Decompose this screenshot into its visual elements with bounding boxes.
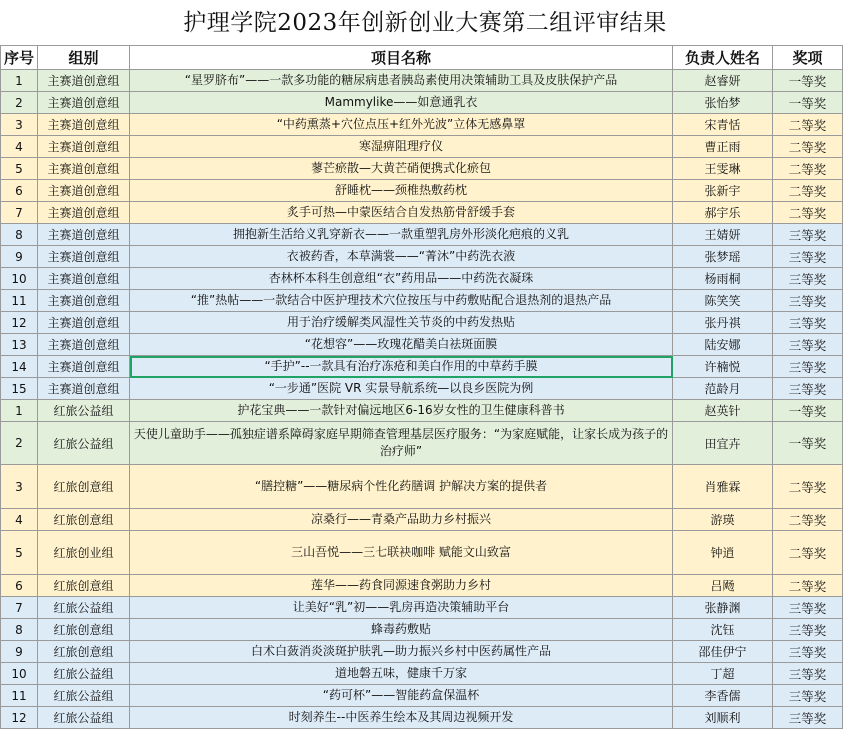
cell-project-name[interactable]: 寒湿痹阻理疗仪 bbox=[130, 136, 673, 158]
cell-number[interactable]: 10 bbox=[1, 268, 38, 290]
cell-group[interactable]: 红旅公益组 bbox=[38, 400, 130, 422]
table-row bbox=[1, 224, 843, 246]
cell-number[interactable]: 15 bbox=[1, 378, 38, 400]
cell-project-name[interactable]: 莲华——药食同源速食粥助力乡村 bbox=[130, 575, 673, 597]
cell-project-name[interactable]: 护花宝典——一款针对偏远地区6-16岁女性的卫生健康科普书 bbox=[130, 400, 673, 422]
cell-award[interactable]: 一等奖 bbox=[773, 70, 843, 92]
table-row bbox=[1, 70, 843, 92]
cell-award[interactable]: 三等奖 bbox=[773, 685, 843, 707]
cell-leader-name[interactable]: 沈钰 bbox=[673, 619, 773, 641]
cell-project-name[interactable]: 天使儿童助手——孤独症谱系障碍家庭早期筛查管理基层医疗服务：“为家庭赋能，让家长成为孩子的治疗师” bbox=[130, 422, 673, 465]
cell-group[interactable]: 红旅创意组 bbox=[38, 465, 130, 509]
cell-leader-name[interactable]: 杨雨桐 bbox=[673, 268, 773, 290]
table-row bbox=[1, 575, 843, 597]
cell-award[interactable]: 三等奖 bbox=[773, 290, 843, 312]
cell-group[interactable]: 主赛道创意组 bbox=[38, 290, 130, 312]
header-cell-project[interactable]: 项目名称 bbox=[130, 46, 673, 70]
cell-project-name[interactable]: “推”热帖——一款结合中医护理技术穴位按压与中药敷贴配合退热剂的退热产品 bbox=[130, 290, 673, 312]
table-row bbox=[1, 531, 843, 575]
cell-number[interactable]: 1 bbox=[1, 400, 38, 422]
cell-leader-name[interactable]: 张梦瑶 bbox=[673, 246, 773, 268]
header-cell-group[interactable]: 组别 bbox=[38, 46, 130, 70]
cell-award[interactable]: 二等奖 bbox=[773, 158, 843, 180]
cell-group[interactable]: 红旅公益组 bbox=[38, 707, 130, 729]
cell-leader-name[interactable]: 田宜卉 bbox=[673, 422, 773, 465]
cell-number[interactable]: 12 bbox=[1, 312, 38, 334]
table-row bbox=[1, 290, 843, 312]
cell-number[interactable]: 6 bbox=[1, 180, 38, 202]
cell-award[interactable]: 一等奖 bbox=[773, 422, 843, 465]
cell-number[interactable]: 8 bbox=[1, 224, 38, 246]
cell-group[interactable]: 红旅创意组 bbox=[38, 619, 130, 641]
cell-group[interactable]: 红旅公益组 bbox=[38, 663, 130, 685]
cell-project-name[interactable]: 用于治疗缓解类风湿性关节炎的中药发热贴 bbox=[130, 312, 673, 334]
cell-group[interactable]: 主赛道创意组 bbox=[38, 202, 130, 224]
cell-leader-name[interactable]: 吕飏 bbox=[673, 575, 773, 597]
cell-award[interactable]: 二等奖 bbox=[773, 202, 843, 224]
cell-leader-name[interactable]: 刘顺利 bbox=[673, 707, 773, 729]
cell-leader-name[interactable]: 游瑛 bbox=[673, 509, 773, 531]
cell-award[interactable]: 三等奖 bbox=[773, 224, 843, 246]
cell-number[interactable]: 7 bbox=[1, 202, 38, 224]
cell-group[interactable]: 红旅公益组 bbox=[38, 685, 130, 707]
cell-number[interactable]: 13 bbox=[1, 334, 38, 356]
table-row bbox=[1, 597, 843, 619]
cell-leader-name[interactable]: 李香儒 bbox=[673, 685, 773, 707]
table-row bbox=[1, 707, 843, 729]
cell-project-name[interactable]: 三山吾悦——三七联袂咖啡 赋能文山致富 bbox=[130, 531, 673, 575]
cell-project-name[interactable]: 蜂毒药敷贴 bbox=[130, 619, 673, 641]
cell-award[interactable]: 二等奖 bbox=[773, 575, 843, 597]
cell-number[interactable]: 3 bbox=[1, 465, 38, 509]
cell-number[interactable]: 6 bbox=[1, 575, 38, 597]
table-row bbox=[1, 619, 843, 641]
table-row bbox=[1, 465, 843, 509]
cell-number[interactable]: 10 bbox=[1, 663, 38, 685]
table-row bbox=[1, 509, 843, 531]
cell-leader-name[interactable]: 陆安娜 bbox=[673, 334, 773, 356]
cell-award[interactable]: 三等奖 bbox=[773, 268, 843, 290]
cell-group[interactable]: 主赛道创意组 bbox=[38, 334, 130, 356]
cell-project-name[interactable]: “手护”--一款具有治疗冻疮和美白作用的中草药手膜 bbox=[130, 356, 673, 378]
cell-leader-name[interactable]: 范龄月 bbox=[673, 378, 773, 400]
cell-leader-name[interactable]: 郝宇乐 bbox=[673, 202, 773, 224]
cell-award[interactable]: 二等奖 bbox=[773, 136, 843, 158]
cell-leader-name[interactable]: 陈笑笑 bbox=[673, 290, 773, 312]
cell-group[interactable]: 主赛道创意组 bbox=[38, 180, 130, 202]
cell-group[interactable]: 主赛道创意组 bbox=[38, 268, 130, 290]
cell-award[interactable]: 三等奖 bbox=[773, 312, 843, 334]
cell-group[interactable]: 红旅创意组 bbox=[38, 575, 130, 597]
cell-award[interactable]: 一等奖 bbox=[773, 92, 843, 114]
cell-group[interactable]: 红旅创意组 bbox=[38, 509, 130, 531]
cell-number[interactable]: 12 bbox=[1, 707, 38, 729]
table-body bbox=[1, 70, 843, 729]
cell-number[interactable]: 5 bbox=[1, 158, 38, 180]
table-row bbox=[1, 268, 843, 290]
cell-group[interactable]: 主赛道创意组 bbox=[38, 70, 130, 92]
cell-group[interactable]: 红旅公益组 bbox=[38, 422, 130, 465]
cell-project-name[interactable]: 时刻养生--中医养生绘本及其周边视频开发 bbox=[130, 707, 673, 729]
cell-leader-name[interactable]: 张新宇 bbox=[673, 180, 773, 202]
cell-project-name[interactable]: 舒睡枕——颈椎热敷药枕 bbox=[130, 180, 673, 202]
cell-leader-name[interactable]: 宋青恬 bbox=[673, 114, 773, 136]
cell-number[interactable]: 9 bbox=[1, 641, 38, 663]
cell-award[interactable]: 三等奖 bbox=[773, 378, 843, 400]
table-row bbox=[1, 158, 843, 180]
cell-project-name[interactable]: “中药熏蒸+穴位点压+红外光波”立体无感鼻罩 bbox=[130, 114, 673, 136]
table-row bbox=[1, 246, 843, 268]
results-table bbox=[0, 45, 843, 729]
cell-group[interactable]: 主赛道创意组 bbox=[38, 158, 130, 180]
cell-group[interactable]: 主赛道创意组 bbox=[38, 136, 130, 158]
cell-number[interactable]: 5 bbox=[1, 531, 38, 575]
table-row bbox=[1, 663, 843, 685]
cell-group[interactable]: 主赛道创意组 bbox=[38, 378, 130, 400]
cell-number[interactable]: 4 bbox=[1, 136, 38, 158]
cell-award[interactable]: 二等奖 bbox=[773, 531, 843, 575]
cell-project-name[interactable]: 蓼芒瘀散—大黄芒硝便携式化瘀包 bbox=[130, 158, 673, 180]
cell-project-name[interactable]: 衣被药香，本草满裳——“菁沐”中药洗衣液 bbox=[130, 246, 673, 268]
cell-award[interactable]: 三等奖 bbox=[773, 619, 843, 641]
table-row bbox=[1, 202, 843, 224]
header-cell-leader[interactable]: 负责人姓名 bbox=[673, 46, 773, 70]
cell-award[interactable]: 三等奖 bbox=[773, 356, 843, 378]
cell-group[interactable]: 主赛道创意组 bbox=[38, 92, 130, 114]
cell-number[interactable]: 3 bbox=[1, 114, 38, 136]
cell-group[interactable]: 主赛道创意组 bbox=[38, 114, 130, 136]
cell-project-name[interactable]: 杏林杯本科生创意组“衣”药用品——中药洗衣凝珠 bbox=[130, 268, 673, 290]
cell-award[interactable]: 二等奖 bbox=[773, 509, 843, 531]
header-cell-no[interactable]: 序号 bbox=[1, 46, 38, 70]
table-row bbox=[1, 92, 843, 114]
cell-group[interactable]: 主赛道创意组 bbox=[38, 312, 130, 334]
cell-project-name[interactable]: 道地磐五味，健康千万家 bbox=[130, 663, 673, 685]
cell-award[interactable]: 三等奖 bbox=[773, 663, 843, 685]
cell-award[interactable]: 二等奖 bbox=[773, 114, 843, 136]
cell-project-name[interactable]: “星罗脐布”——一款多功能的糖尿病患者胰岛素使用决策辅助工具及皮肤保护产品 bbox=[130, 70, 673, 92]
cell-award[interactable]: 二等奖 bbox=[773, 465, 843, 509]
cell-leader-name[interactable]: 曹正雨 bbox=[673, 136, 773, 158]
cell-project-name[interactable]: 拥抱新生活给义乳穿新衣——一款重塑乳房外形淡化疤痕的义乳 bbox=[130, 224, 673, 246]
table-row bbox=[1, 334, 843, 356]
cell-number[interactable]: 11 bbox=[1, 685, 38, 707]
page-title: 护理学院2023年创新创业大赛第二组评审结果 bbox=[183, 10, 667, 36]
cell-leader-name[interactable]: 张静渊 bbox=[673, 597, 773, 619]
cell-award[interactable]: 三等奖 bbox=[773, 246, 843, 268]
cell-group[interactable]: 红旅创意组 bbox=[38, 641, 130, 663]
cell-award[interactable]: 一等奖 bbox=[773, 400, 843, 422]
cell-project-name[interactable]: “药可杯”——智能药盒保温杯 bbox=[130, 685, 673, 707]
cell-leader-name[interactable]: 丁超 bbox=[673, 663, 773, 685]
cell-number[interactable]: 4 bbox=[1, 509, 38, 531]
cell-number[interactable]: 7 bbox=[1, 597, 38, 619]
cell-leader-name[interactable]: 钟逍 bbox=[673, 531, 773, 575]
cell-number[interactable]: 2 bbox=[1, 422, 38, 465]
cell-leader-name[interactable]: 赵英针 bbox=[673, 400, 773, 422]
table-row bbox=[1, 685, 843, 707]
header-cell-award[interactable]: 奖项 bbox=[773, 46, 843, 70]
cell-award[interactable]: 三等奖 bbox=[773, 597, 843, 619]
cell-project-name[interactable]: “一步通”医院 VR 实景导航系统—以良乡医院为例 bbox=[130, 378, 673, 400]
cell-award[interactable]: 三等奖 bbox=[773, 334, 843, 356]
header-row bbox=[1, 46, 843, 70]
table-row bbox=[1, 356, 843, 378]
cell-project-name[interactable]: Mammylike——如意通乳衣 bbox=[130, 92, 673, 114]
cell-leader-name[interactable]: 王雯琳 bbox=[673, 158, 773, 180]
table-row bbox=[1, 136, 843, 158]
table-row bbox=[1, 378, 843, 400]
cell-award[interactable]: 三等奖 bbox=[773, 707, 843, 729]
cell-group[interactable]: 主赛道创意组 bbox=[38, 246, 130, 268]
cell-leader-name[interactable]: 张丹祺 bbox=[673, 312, 773, 334]
table-row bbox=[1, 312, 843, 334]
cell-leader-name[interactable]: 王婧妍 bbox=[673, 224, 773, 246]
cell-number[interactable]: 11 bbox=[1, 290, 38, 312]
cell-number[interactable]: 14 bbox=[1, 356, 38, 378]
cell-number[interactable]: 9 bbox=[1, 246, 38, 268]
cell-leader-name[interactable]: 邵佳伊宁 bbox=[673, 641, 773, 663]
cell-project-name[interactable]: 炙手可热—中蒙医结合自发热筋骨舒缓手套 bbox=[130, 202, 673, 224]
cell-number[interactable]: 1 bbox=[1, 70, 38, 92]
cell-award[interactable]: 三等奖 bbox=[773, 641, 843, 663]
cell-project-name[interactable]: 让美好“乳”初——乳房再造决策辅助平台 bbox=[130, 597, 673, 619]
table-row bbox=[1, 422, 843, 465]
cell-award[interactable]: 二等奖 bbox=[773, 180, 843, 202]
table-row bbox=[1, 114, 843, 136]
cell-number[interactable]: 8 bbox=[1, 619, 38, 641]
cell-group[interactable]: 红旅创业组 bbox=[38, 531, 130, 575]
cell-leader-name[interactable]: 许楠悦 bbox=[673, 356, 773, 378]
cell-leader-name[interactable]: 肖雅霖 bbox=[673, 465, 773, 509]
cell-group[interactable]: 主赛道创意组 bbox=[38, 356, 130, 378]
cell-project-name[interactable]: 凉桑行——青桑产品助力乡村振兴 bbox=[130, 509, 673, 531]
cell-leader-name[interactable]: 张怡梦 bbox=[673, 92, 773, 114]
cell-number[interactable]: 2 bbox=[1, 92, 38, 114]
table-row bbox=[1, 400, 843, 422]
cell-project-name[interactable]: 白术白蔹消炎淡斑护肤乳—助力振兴乡村中医药属性产品 bbox=[130, 641, 673, 663]
cell-group[interactable]: 主赛道创意组 bbox=[38, 224, 130, 246]
cell-group[interactable]: 红旅公益组 bbox=[38, 597, 130, 619]
cell-leader-name[interactable]: 赵睿妍 bbox=[673, 70, 773, 92]
table-row bbox=[1, 641, 843, 663]
cell-project-name[interactable]: “膳控糖”——糖尿病个性化药膳调 护解决方案的提供者 bbox=[130, 465, 673, 509]
table-row bbox=[1, 180, 843, 202]
cell-project-name[interactable]: “花想容”——玫瑰花醋美白祛斑面膜 bbox=[130, 334, 673, 356]
